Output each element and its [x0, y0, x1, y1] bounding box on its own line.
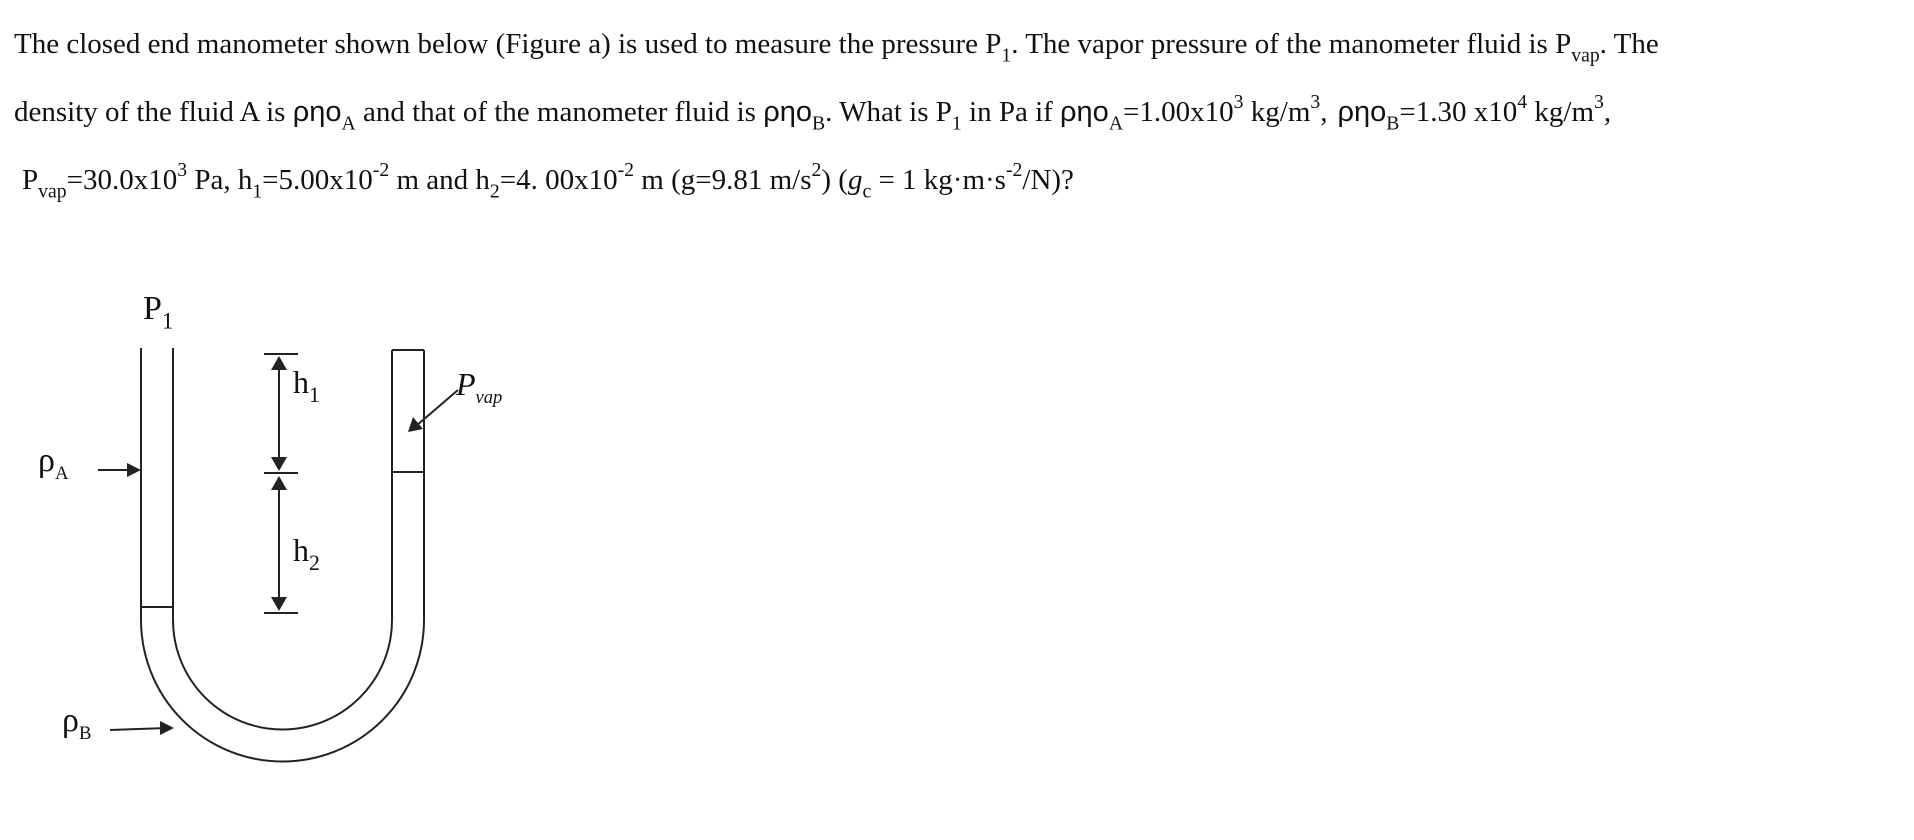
subscript: 1 [1001, 44, 1012, 67]
text: P [22, 164, 39, 196]
text: . The vapor pressure of the manometer fluid is P [1011, 28, 1572, 60]
h1-label: $h_1$ [293, 364, 320, 408]
h2-label: $h_2$ [293, 532, 320, 576]
h1-bottom-arrowhead [271, 457, 287, 471]
subscript: B [812, 112, 826, 135]
subscript: A [1108, 112, 1124, 135]
text: =30.0x10 [66, 164, 178, 196]
text: kg/m [1243, 96, 1311, 128]
p1-label: $P_1$ [143, 290, 174, 335]
superscript: -2 [617, 159, 635, 182]
text: . The [1599, 28, 1659, 60]
pvap-arrowhead [408, 417, 423, 432]
text: and that of the manometer fluid is [355, 96, 764, 128]
text: , [1603, 96, 1612, 128]
text: m (g=9.81 m/s [634, 164, 812, 196]
text: g [847, 164, 863, 196]
superscript: 3 [1233, 91, 1244, 114]
superscript: 3 [1310, 91, 1321, 114]
rho-symbol: ρηο [292, 96, 342, 128]
subscript: A [341, 112, 356, 135]
subscript: 1 [252, 180, 263, 203]
manometer-figure [0, 270, 600, 840]
text: =1.30 x10 [1399, 96, 1518, 128]
problem-line-2 [14, 91, 1612, 136]
rho-a-arrowhead [127, 463, 141, 477]
text: kg/m [1527, 96, 1595, 128]
text: m and h [389, 164, 490, 196]
text: The closed end manometer shown below (Figure a) is used to measure the pressure P [14, 28, 1002, 60]
rho-symbol: ρηο [1060, 96, 1109, 128]
pvap-label: $P_{vap}$ [456, 366, 503, 408]
rho-b-arrowhead [160, 721, 174, 735]
text: ) ( [821, 164, 848, 196]
text: Pa, h [187, 164, 253, 196]
subscript: 1 [951, 112, 962, 135]
text: in Pa if [961, 96, 1061, 128]
problem-line-1 [14, 28, 1659, 68]
superscript: -2 [372, 159, 390, 182]
subscript: B [1386, 112, 1400, 135]
superscript: 4 [1517, 91, 1528, 114]
rho-symbol: ρηο [763, 96, 812, 128]
text: . What is P [825, 96, 952, 128]
superscript: 3 [1594, 91, 1604, 114]
text: = 1 kg·m·s [871, 164, 1006, 196]
rho-a-label: $\rho_A$ [38, 442, 69, 484]
text: =4. 00x10 [499, 164, 618, 196]
subscript: vap [1571, 44, 1600, 67]
u-bend-outer [141, 620, 424, 762]
subscript: vap [38, 180, 67, 203]
superscript: -2 [1005, 159, 1023, 182]
subscript: c [862, 180, 872, 203]
superscript: 2 [811, 159, 822, 182]
problem-line-3 [22, 159, 1074, 204]
superscript: 3 [177, 159, 188, 182]
text: =5.00x10 [262, 164, 373, 196]
text: density of the fluid A is [14, 96, 293, 128]
text: , [1320, 96, 1328, 128]
h2-bottom-arrowhead [271, 597, 287, 611]
h1-top-arrowhead [271, 356, 287, 370]
rho-b-label: $\rho_B$ [62, 702, 92, 744]
rho-b-leader [110, 728, 168, 730]
u-bend-inner [173, 620, 392, 730]
pvap-leader [416, 390, 458, 426]
text: /N)? [1022, 164, 1074, 196]
text: =1.00x10 [1123, 96, 1234, 128]
rho-symbol: ρηο [1337, 96, 1387, 128]
subscript: 2 [489, 180, 500, 203]
h2-top-arrowhead [271, 476, 287, 490]
